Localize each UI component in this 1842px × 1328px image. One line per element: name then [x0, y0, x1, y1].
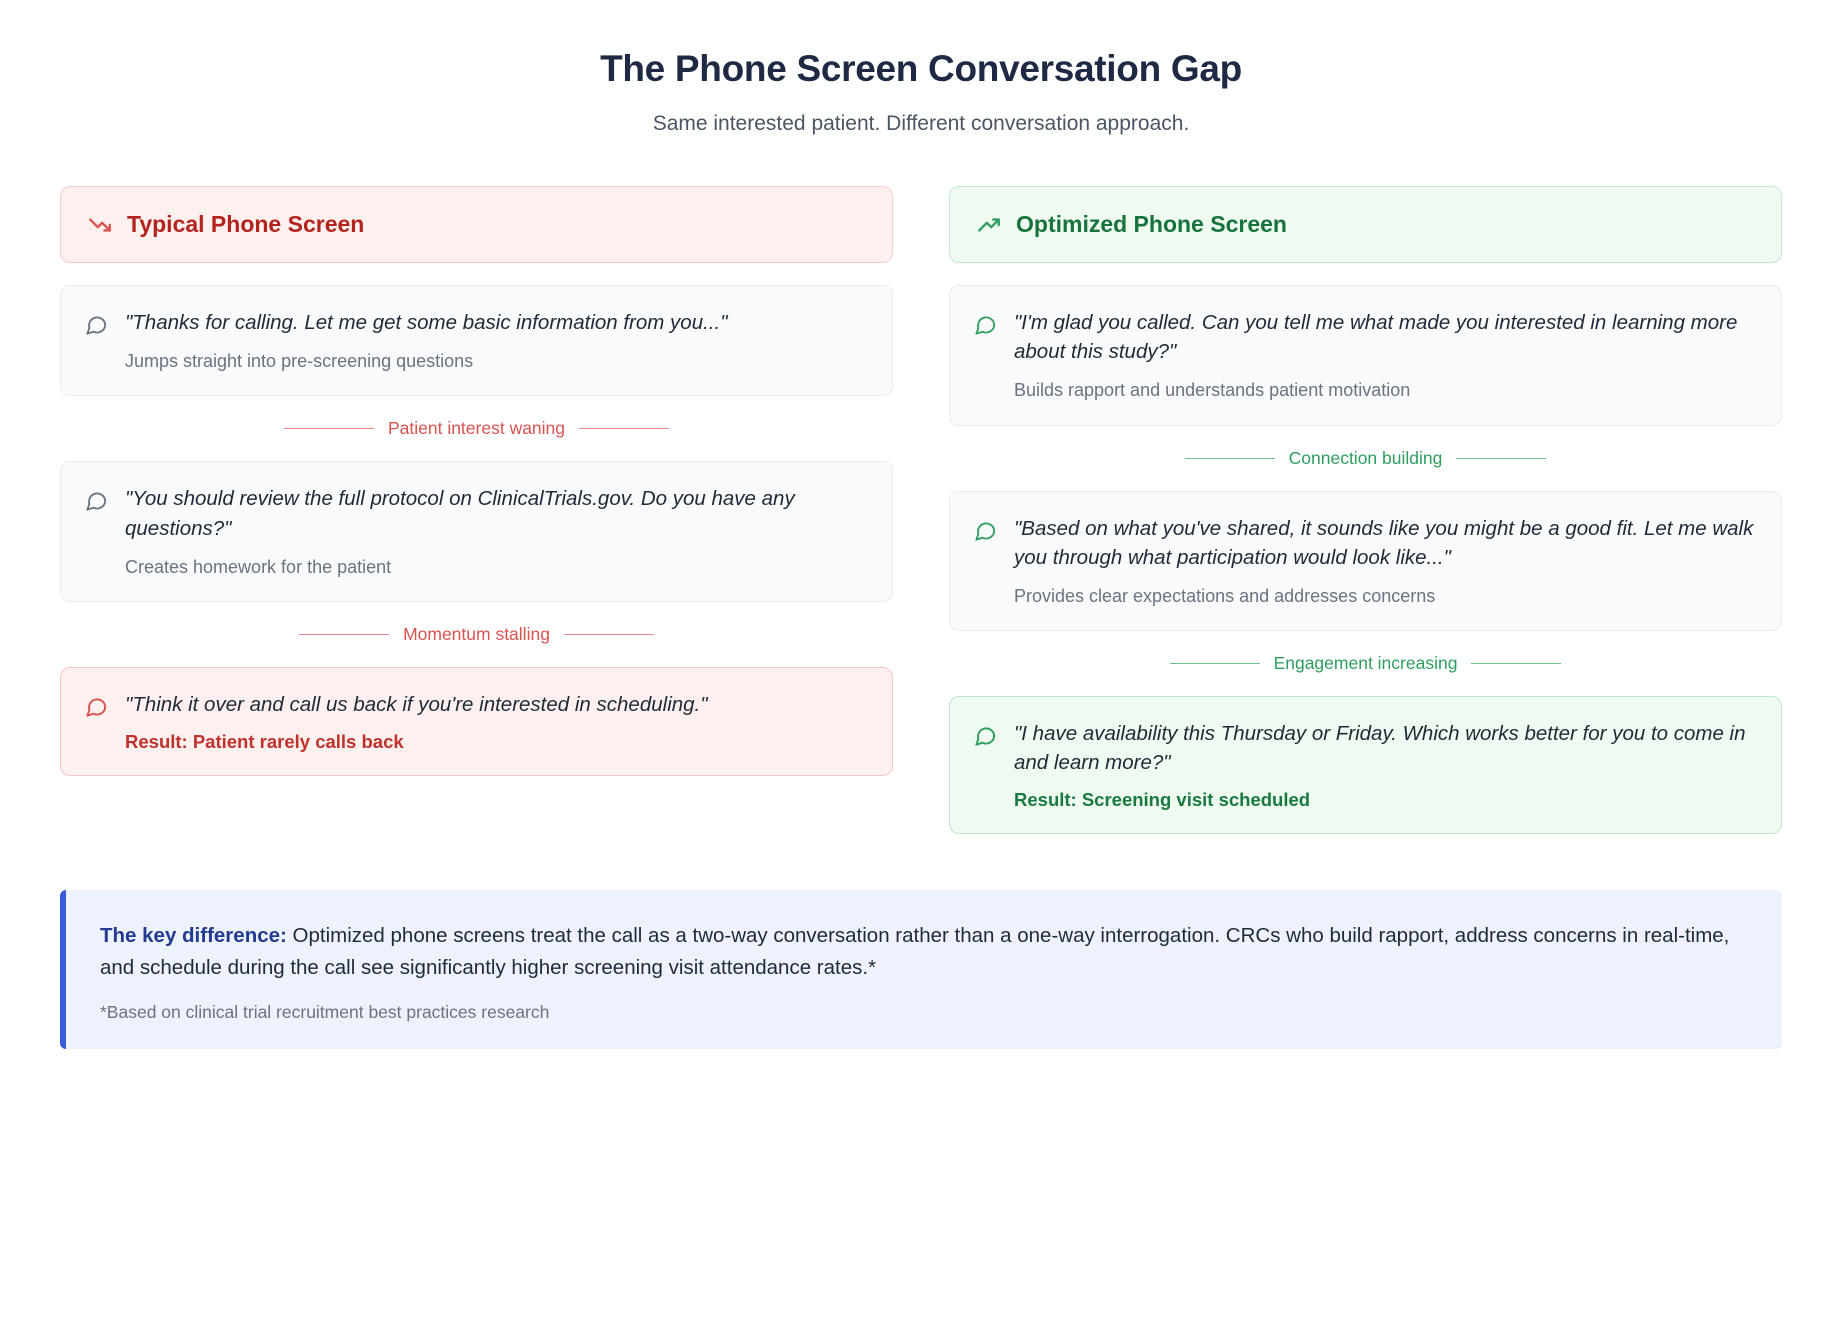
column-optimized: [949, 186, 1782, 834]
key-difference-callout: [60, 890, 1782, 1049]
step-result: Result: Screening visit scheduled: [1014, 789, 1311, 811]
connector-line-left: [284, 428, 374, 429]
conversation-step: [949, 491, 1782, 632]
step-quote: "Based on what you've shared, it sounds like you might be a good fit. Let me walk you through what participation would look like...": [1014, 516, 1754, 569]
connector-text: Engagement increasing: [1273, 653, 1458, 674]
connector-label: [949, 448, 1782, 469]
connector-line-right: [1456, 458, 1546, 459]
connector-line-left: [299, 634, 389, 635]
connector-line-left: [1185, 458, 1275, 459]
column-header-label-optimized: Optimized Phone Screen: [1016, 211, 1287, 237]
conversation-step-outcome: [60, 667, 893, 776]
conversation-step: [949, 285, 1782, 426]
trend-down-icon: [87, 212, 113, 238]
step-quote: "I'm glad you called. Can you tell me what made you interested in learning more about this study?": [1014, 311, 1738, 364]
conversation-step: [60, 285, 893, 396]
step-quote: "Think it over and call us back if you're interested in scheduling.": [125, 692, 708, 716]
column-typical: [60, 186, 893, 776]
connector-line-right: [564, 634, 654, 635]
page-subtitle: Same interested patient. Different conversation approach.: [652, 112, 1190, 135]
key-difference-label: The key difference:: [100, 924, 287, 948]
key-difference-body: Optimized phone screens treat the call as a two-way conversation rather than a one-way interrogation. CRCs who build rapport, address concerns in real-time, and schedule during the call see significantly higher screening visit attendance rates.*: [100, 924, 1730, 980]
connector-label: [60, 418, 893, 439]
step-quote: "Thanks for calling. Let me get some basic information from you...": [125, 311, 728, 334]
speech-bubble-icon: [972, 308, 998, 343]
connector-text: Connection building: [1288, 447, 1443, 468]
connector-line-right: [579, 428, 669, 429]
column-header-optimized: [949, 186, 1782, 263]
column-header-label-typical: Typical Phone Screen: [127, 211, 365, 237]
step-quote: "You should review the full protocol on ClinicalTrials.gov. Do you have any questions?": [125, 487, 795, 540]
column-header-typical: [60, 186, 893, 263]
connector-line-left: [1170, 663, 1260, 664]
key-difference-footnote: *Based on clinical trial recruitment best practices research: [100, 1001, 550, 1022]
speech-bubble-icon: [972, 514, 998, 549]
page-title: The Phone Screen Conversation Gap: [600, 48, 1242, 89]
speech-bubble-icon: [83, 484, 109, 519]
step-quote: "I have availability this Thursday or Friday. Which works better for you to come in and learn more?": [1014, 722, 1746, 775]
step-note: Provides clear expectations and addresses concerns: [1014, 585, 1436, 606]
trend-up-icon: [976, 212, 1002, 238]
conversation-step-outcome: [949, 696, 1782, 834]
speech-bubble-icon: [972, 719, 998, 754]
conversation-step: [60, 461, 893, 602]
connector-label: [60, 624, 893, 645]
connector-label: [949, 653, 1782, 674]
connector-text: Momentum stalling: [403, 623, 550, 644]
step-note: Jumps straight into pre-screening questions: [125, 351, 474, 372]
connector-line-right: [1471, 663, 1561, 664]
connector-text: Patient interest waning: [387, 418, 566, 439]
key-difference-text: [100, 920, 1748, 984]
step-result: Result: Patient rarely calls back: [125, 731, 404, 753]
step-note: Builds rapport and understands patient motivation: [1014, 380, 1411, 401]
speech-bubble-icon: [83, 308, 109, 343]
step-note: Creates homework for the patient: [125, 556, 392, 577]
speech-bubble-icon: [83, 690, 109, 725]
comparison-columns: [60, 186, 1782, 834]
